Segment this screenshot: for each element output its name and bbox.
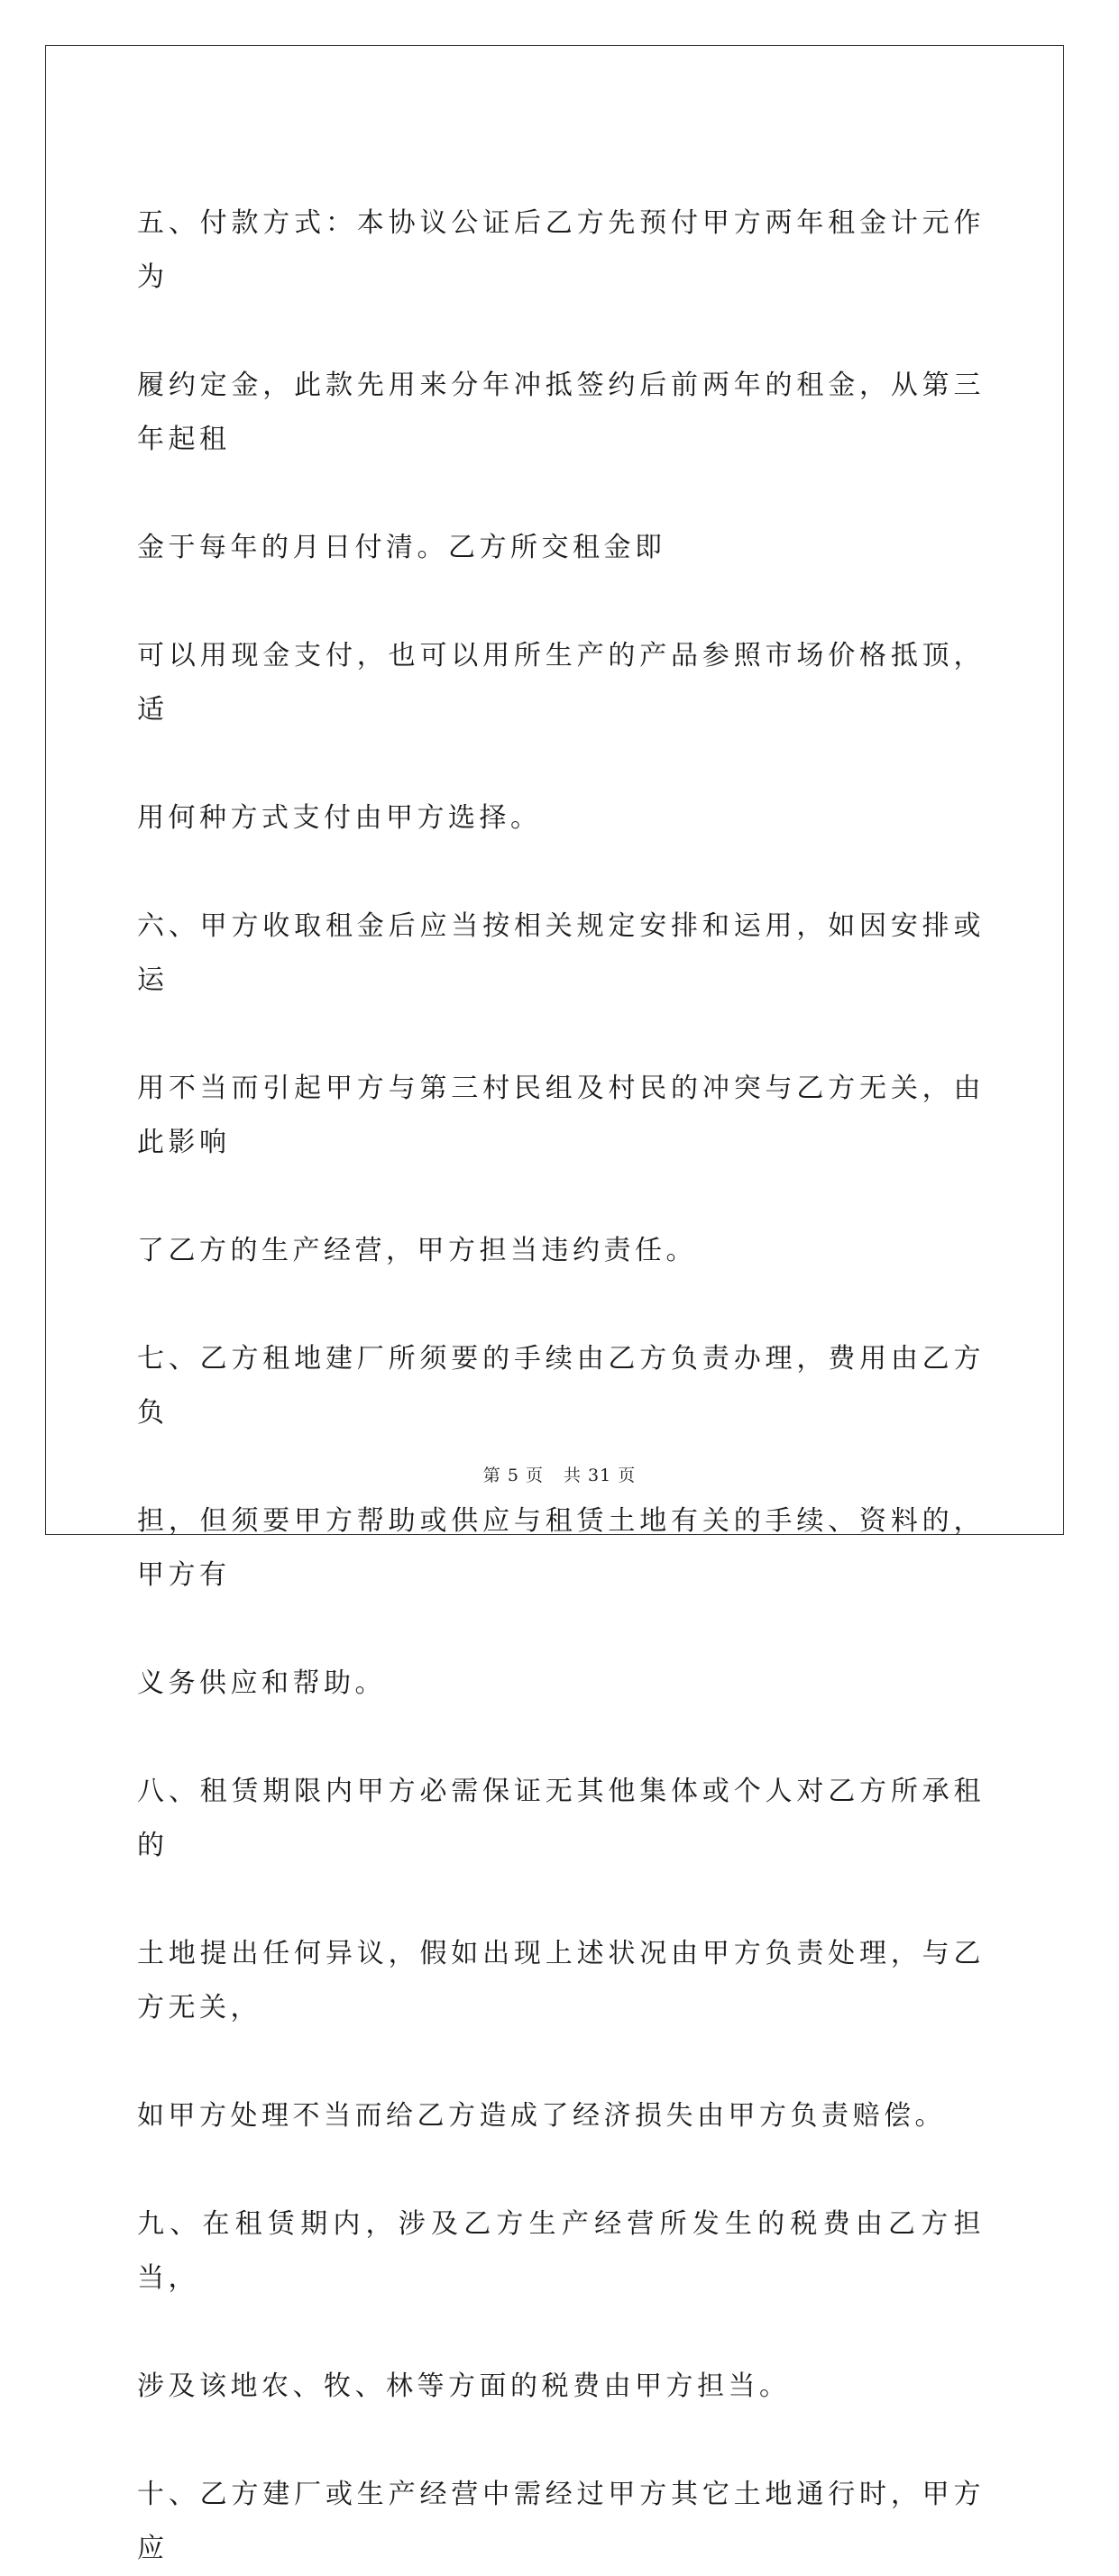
paragraph-taxes [137,2143,985,2414]
paragraph-payment-options [137,575,985,845]
document-body [137,142,985,2576]
line: 七、乙方租地建厂所须要的手续由乙方负责办理，费用由乙方负 [137,1343,985,1429]
line: 了乙方的生产经营，甲方担当违约责任。 [137,1235,697,1266]
line: 五、付款方式：本协议公证后乙方先预付甲方两年租金计元作为 [137,207,985,293]
line: 用不当而引起甲方与第三村民组及村民的冲突与乙方无关，由此影响 [137,1073,985,1158]
page-footer [0,1462,1119,1486]
paragraph-payment-method [137,142,985,575]
line: 八、租赁期限内甲方必需保证无其他集体或个人对乙方所承租的 [137,1776,985,1861]
line: 义务供应和帮助。 [137,1667,386,1699]
line: 涉及该地农、牧、林等方面的税费由甲方担当。 [137,2370,791,2402]
line: 十、乙方建厂或生产经营中需经过甲方其它土地通行时，甲方应 [137,2479,985,2564]
page-number: 第 5 页 [482,1466,544,1485]
paragraph-rent-usage [137,845,985,1278]
line: 土地提出任何异议，假如出现上述状况由甲方负责处理，与乙方无关， [137,1938,985,2023]
paragraph-procedures [137,1278,985,1711]
line: 可以用现金支付，也可以用所生产的产品参照市场价格抵顶，适 [137,640,985,726]
line: 金于每年的月日付清。乙方所交租金即 [137,532,666,563]
line: 六、甲方收取租金后应当按相关规定安排和运用，如因安排或运 [137,910,985,996]
line: 九、在租赁期内，涉及乙方生产经营所发生的税费由乙方担当， [137,2208,985,2294]
paragraph-passage [137,2414,985,2576]
line: 担，但须要甲方帮助或供应与租赁土地有关的手续、资料的，甲方有 [137,1505,985,1591]
line: 履约定金，此款先用来分年冲抵签约后前两年的租金，从第三年起租 [137,370,985,455]
line: 如甲方处理不当而给乙方造成了经济损失由甲方负责赔偿。 [137,2100,946,2132]
paragraph-land-guarantee [137,1711,985,2143]
total-pages: 共 31 页 [563,1466,637,1485]
line: 用何种方式支付由甲方选择。 [137,802,542,834]
